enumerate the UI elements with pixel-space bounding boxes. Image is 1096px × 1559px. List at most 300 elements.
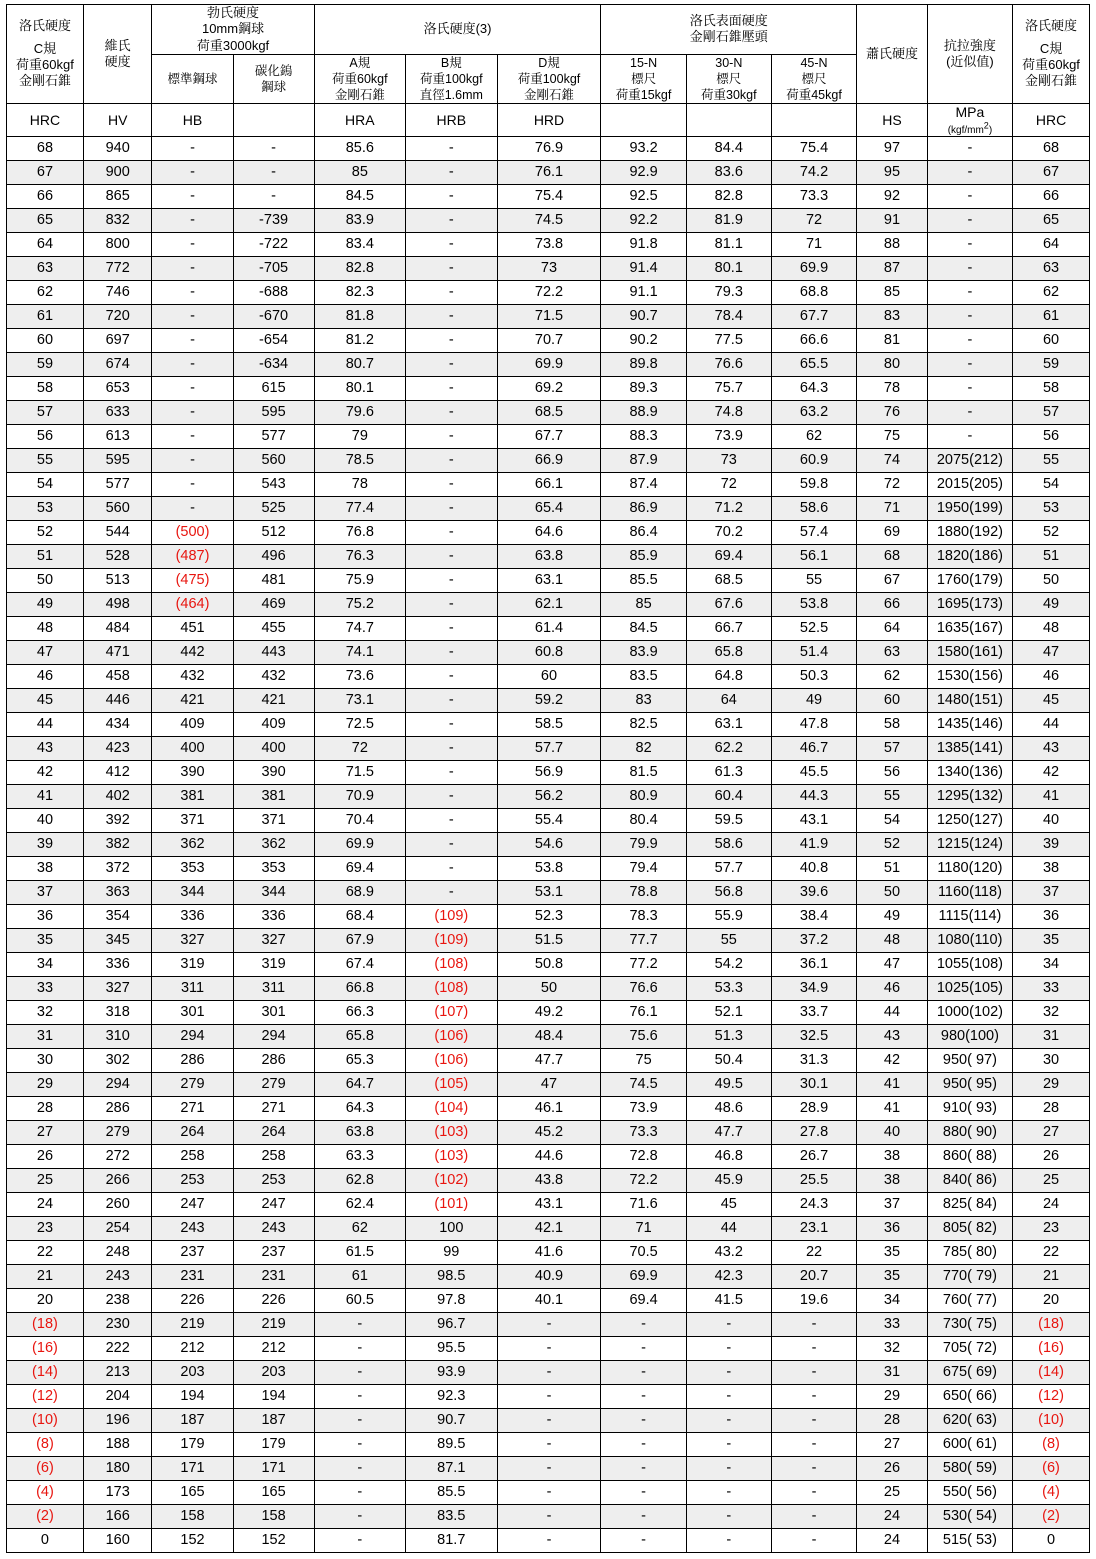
cell-r35-c11: 1025(105): [927, 976, 1012, 1000]
cell-r5-c11: -: [927, 256, 1012, 280]
cell-r24-c9: 47.8: [771, 712, 856, 736]
table-row: [7, 1072, 1090, 1096]
cell-r24-c11: 1435(146): [927, 712, 1012, 736]
cell-r43-c12: 25: [1013, 1168, 1090, 1192]
cell-r39-c11: 950( 95): [927, 1072, 1012, 1096]
cell-r51-c3: 203: [233, 1360, 314, 1384]
cell-r51-c8: -: [686, 1360, 771, 1384]
cell-r38-c5: (106): [406, 1048, 497, 1072]
cell-r20-c12: 48: [1013, 616, 1090, 640]
cell-r10-c3: 615: [233, 376, 314, 400]
cell-r21-c4: 74.1: [314, 640, 405, 664]
cell-r6-c10: 85: [857, 280, 928, 304]
cell-r15-c2: -: [152, 496, 233, 520]
cell-r47-c10: 35: [857, 1264, 928, 1288]
cell-r16-c6: 64.6: [497, 520, 601, 544]
cell-r30-c0: 38: [7, 856, 84, 880]
cell-r45-c2: 243: [152, 1216, 233, 1240]
cell-r40-c10: 41: [857, 1096, 928, 1120]
cell-r53-c6: -: [497, 1408, 601, 1432]
cell-r48-c4: 60.5: [314, 1288, 405, 1312]
cell-r20-c11: 1635(167): [927, 616, 1012, 640]
table-row: [7, 760, 1090, 784]
cell-r34-c1: 336: [83, 952, 152, 976]
cell-r58-c9: -: [771, 1528, 856, 1552]
cell-r47-c6: 40.9: [497, 1264, 601, 1288]
cell-r32-c4: 68.4: [314, 904, 405, 928]
cell-r29-c6: 54.6: [497, 832, 601, 856]
table-row: [7, 304, 1090, 328]
table-row: [7, 1048, 1090, 1072]
cell-r27-c6: 56.2: [497, 784, 601, 808]
cell-r14-c10: 72: [857, 472, 928, 496]
cell-r58-c12: 0: [1013, 1528, 1090, 1552]
table-row: [7, 1408, 1090, 1432]
cell-r58-c1: 160: [83, 1528, 152, 1552]
cell-r26-c2: 390: [152, 760, 233, 784]
cell-r35-c6: 50: [497, 976, 601, 1000]
cell-r25-c9: 46.7: [771, 736, 856, 760]
cell-r46-c8: 43.2: [686, 1240, 771, 1264]
table-row: [7, 376, 1090, 400]
cell-r31-c3: 344: [233, 880, 314, 904]
cell-r9-c5: -: [406, 352, 497, 376]
cell-r21-c6: 60.8: [497, 640, 601, 664]
cell-r23-c2: 421: [152, 688, 233, 712]
header-rockwell-c-right: 洛氏硬度 C規 荷重60kgf 金剛石錐: [1013, 5, 1090, 104]
cell-r16-c0: 52: [7, 520, 84, 544]
cell-r16-c9: 57.4: [771, 520, 856, 544]
cell-r28-c4: 70.4: [314, 808, 405, 832]
cell-r21-c5: -: [406, 640, 497, 664]
cell-r38-c12: 30: [1013, 1048, 1090, 1072]
table-row: [7, 976, 1090, 1000]
cell-r6-c5: -: [406, 280, 497, 304]
cell-r37-c3: 294: [233, 1024, 314, 1048]
cell-r48-c1: 238: [83, 1288, 152, 1312]
cell-r31-c8: 56.8: [686, 880, 771, 904]
cell-r27-c12: 41: [1013, 784, 1090, 808]
cell-r36-c7: 76.1: [601, 1000, 686, 1024]
cell-r50-c3: 212: [233, 1336, 314, 1360]
cell-r17-c10: 68: [857, 544, 928, 568]
hardness-conversion-table: [6, 4, 1090, 1553]
cell-r3-c5: -: [406, 208, 497, 232]
cell-r19-c6: 62.1: [497, 592, 601, 616]
cell-r34-c10: 47: [857, 952, 928, 976]
cell-r17-c3: 496: [233, 544, 314, 568]
cell-r54-c2: 179: [152, 1432, 233, 1456]
cell-r11-c1: 633: [83, 400, 152, 424]
cell-r42-c1: 272: [83, 1144, 152, 1168]
cell-r16-c1: 544: [83, 520, 152, 544]
cell-r41-c6: 45.2: [497, 1120, 601, 1144]
table-row: [7, 1000, 1090, 1024]
cell-r41-c9: 27.8: [771, 1120, 856, 1144]
cell-r31-c7: 78.8: [601, 880, 686, 904]
cell-r44-c11: 825( 84): [927, 1192, 1012, 1216]
table-row: [7, 256, 1090, 280]
cell-r45-c12: 23: [1013, 1216, 1090, 1240]
cell-r52-c3: 194: [233, 1384, 314, 1408]
cell-r43-c11: 840( 86): [927, 1168, 1012, 1192]
header-tensile: 抗拉強度 (近似值): [927, 5, 1012, 104]
cell-r48-c12: 20: [1013, 1288, 1090, 1312]
cell-r4-c4: 83.4: [314, 232, 405, 256]
cell-r44-c1: 260: [83, 1192, 152, 1216]
cell-r38-c9: 31.3: [771, 1048, 856, 1072]
cell-r40-c12: 28: [1013, 1096, 1090, 1120]
table-row: [7, 1528, 1090, 1552]
cell-r9-c1: 674: [83, 352, 152, 376]
cell-r38-c0: 30: [7, 1048, 84, 1072]
cell-r12-c5: -: [406, 424, 497, 448]
cell-r6-c4: 82.3: [314, 280, 405, 304]
cell-r57-c8: -: [686, 1504, 771, 1528]
header-hrb: B規 荷重100kgf 直徑1.6mm: [406, 54, 497, 103]
cell-r37-c12: 31: [1013, 1024, 1090, 1048]
cell-r18-c3: 481: [233, 568, 314, 592]
cell-r29-c9: 41.9: [771, 832, 856, 856]
cell-r42-c6: 44.6: [497, 1144, 601, 1168]
table-row: [7, 832, 1090, 856]
cell-r6-c7: 91.1: [601, 280, 686, 304]
cell-r33-c3: 327: [233, 928, 314, 952]
cell-r21-c11: 1580(161): [927, 640, 1012, 664]
cell-r53-c12: (10): [1013, 1408, 1090, 1432]
cell-r15-c11: 1950(199): [927, 496, 1012, 520]
cell-r10-c7: 89.3: [601, 376, 686, 400]
cell-r2-c3: -: [233, 184, 314, 208]
cell-r40-c1: 286: [83, 1096, 152, 1120]
cell-r52-c6: -: [497, 1384, 601, 1408]
cell-r19-c12: 49: [1013, 592, 1090, 616]
cell-r22-c1: 458: [83, 664, 152, 688]
cell-r29-c4: 69.9: [314, 832, 405, 856]
cell-r55-c4: -: [314, 1456, 405, 1480]
cell-r46-c7: 70.5: [601, 1240, 686, 1264]
cell-r17-c9: 56.1: [771, 544, 856, 568]
cell-r14-c11: 2015(205): [927, 472, 1012, 496]
cell-r23-c4: 73.1: [314, 688, 405, 712]
cell-r36-c11: 1000(102): [927, 1000, 1012, 1024]
cell-r57-c10: 24: [857, 1504, 928, 1528]
cell-r48-c11: 760( 77): [927, 1288, 1012, 1312]
cell-r18-c5: -: [406, 568, 497, 592]
cell-r2-c8: 82.8: [686, 184, 771, 208]
cell-r57-c3: 158: [233, 1504, 314, 1528]
cell-r10-c4: 80.1: [314, 376, 405, 400]
header-45n: 45-N 標尺 荷重45kgf: [771, 54, 856, 103]
cell-r40-c7: 73.9: [601, 1096, 686, 1120]
cell-r50-c9: -: [771, 1336, 856, 1360]
cell-r7-c8: 78.4: [686, 304, 771, 328]
cell-r26-c4: 71.5: [314, 760, 405, 784]
cell-r40-c9: 28.9: [771, 1096, 856, 1120]
cell-r50-c5: 95.5: [406, 1336, 497, 1360]
cell-r40-c11: 910( 93): [927, 1096, 1012, 1120]
unit-hrc-right: HRC: [1013, 103, 1090, 136]
cell-r58-c6: -: [497, 1528, 601, 1552]
cell-r4-c11: -: [927, 232, 1012, 256]
cell-r51-c2: 203: [152, 1360, 233, 1384]
cell-r54-c7: -: [601, 1432, 686, 1456]
cell-r36-c12: 32: [1013, 1000, 1090, 1024]
cell-r30-c4: 69.4: [314, 856, 405, 880]
table-row: [7, 1264, 1090, 1288]
cell-r53-c0: (10): [7, 1408, 84, 1432]
cell-r8-c9: 66.6: [771, 328, 856, 352]
cell-r28-c10: 54: [857, 808, 928, 832]
cell-r29-c8: 58.6: [686, 832, 771, 856]
cell-r3-c0: 65: [7, 208, 84, 232]
cell-r24-c12: 44: [1013, 712, 1090, 736]
unit-hb: HB: [152, 103, 233, 136]
cell-r48-c7: 69.4: [601, 1288, 686, 1312]
cell-r19-c9: 53.8: [771, 592, 856, 616]
cell-r34-c2: 319: [152, 952, 233, 976]
cell-r45-c3: 243: [233, 1216, 314, 1240]
cell-r43-c9: 25.5: [771, 1168, 856, 1192]
table-row: [7, 328, 1090, 352]
cell-r23-c5: -: [406, 688, 497, 712]
cell-r24-c10: 58: [857, 712, 928, 736]
cell-r17-c5: -: [406, 544, 497, 568]
cell-r12-c11: -: [927, 424, 1012, 448]
cell-r18-c8: 68.5: [686, 568, 771, 592]
table-row: [7, 616, 1090, 640]
cell-r19-c7: 85: [601, 592, 686, 616]
table-row: [7, 1192, 1090, 1216]
cell-r14-c4: 78: [314, 472, 405, 496]
cell-r37-c5: (106): [406, 1024, 497, 1048]
cell-r16-c3: 512: [233, 520, 314, 544]
cell-r9-c3: -634: [233, 352, 314, 376]
cell-r29-c1: 382: [83, 832, 152, 856]
cell-r43-c0: 25: [7, 1168, 84, 1192]
cell-r16-c11: 1880(192): [927, 520, 1012, 544]
cell-r9-c4: 80.7: [314, 352, 405, 376]
cell-r10-c0: 58: [7, 376, 84, 400]
cell-r49-c8: -: [686, 1312, 771, 1336]
cell-r20-c3: 455: [233, 616, 314, 640]
cell-r41-c2: 264: [152, 1120, 233, 1144]
cell-r38-c3: 286: [233, 1048, 314, 1072]
cell-r0-c7: 93.2: [601, 136, 686, 160]
unit-hs: HS: [857, 103, 928, 136]
cell-r50-c10: 32: [857, 1336, 928, 1360]
cell-r31-c6: 53.1: [497, 880, 601, 904]
cell-r47-c2: 231: [152, 1264, 233, 1288]
cell-r20-c8: 66.7: [686, 616, 771, 640]
cell-r1-c5: -: [406, 160, 497, 184]
table-row: [7, 904, 1090, 928]
table-header: [7, 5, 1090, 137]
cell-r21-c3: 443: [233, 640, 314, 664]
cell-r30-c6: 53.8: [497, 856, 601, 880]
cell-r48-c8: 41.5: [686, 1288, 771, 1312]
cell-r42-c4: 63.3: [314, 1144, 405, 1168]
cell-r55-c8: -: [686, 1456, 771, 1480]
cell-r49-c9: -: [771, 1312, 856, 1336]
cell-r5-c4: 82.8: [314, 256, 405, 280]
cell-r31-c9: 39.6: [771, 880, 856, 904]
cell-r40-c3: 271: [233, 1096, 314, 1120]
cell-r36-c2: 301: [152, 1000, 233, 1024]
cell-r2-c4: 84.5: [314, 184, 405, 208]
cell-r50-c1: 222: [83, 1336, 152, 1360]
cell-r18-c0: 50: [7, 568, 84, 592]
cell-r56-c7: -: [601, 1480, 686, 1504]
cell-r7-c10: 83: [857, 304, 928, 328]
cell-r49-c2: 219: [152, 1312, 233, 1336]
cell-r16-c5: -: [406, 520, 497, 544]
cell-r47-c8: 42.3: [686, 1264, 771, 1288]
cell-r30-c12: 38: [1013, 856, 1090, 880]
cell-r9-c9: 65.5: [771, 352, 856, 376]
cell-r32-c2: 336: [152, 904, 233, 928]
cell-r5-c2: -: [152, 256, 233, 280]
cell-r50-c2: 212: [152, 1336, 233, 1360]
cell-r53-c3: 187: [233, 1408, 314, 1432]
cell-r23-c10: 60: [857, 688, 928, 712]
cell-r26-c9: 45.5: [771, 760, 856, 784]
cell-r24-c6: 58.5: [497, 712, 601, 736]
cell-r12-c4: 79: [314, 424, 405, 448]
cell-r28-c5: -: [406, 808, 497, 832]
cell-r28-c9: 43.1: [771, 808, 856, 832]
cell-r7-c7: 90.7: [601, 304, 686, 328]
cell-r43-c5: (102): [406, 1168, 497, 1192]
cell-r4-c12: 64: [1013, 232, 1090, 256]
cell-r44-c3: 247: [233, 1192, 314, 1216]
cell-r43-c3: 253: [233, 1168, 314, 1192]
cell-r1-c4: 85: [314, 160, 405, 184]
table-row: [7, 1240, 1090, 1264]
cell-r5-c8: 80.1: [686, 256, 771, 280]
cell-r3-c12: 65: [1013, 208, 1090, 232]
cell-r17-c12: 51: [1013, 544, 1090, 568]
cell-r6-c0: 62: [7, 280, 84, 304]
cell-r38-c10: 42: [857, 1048, 928, 1072]
cell-r41-c8: 47.7: [686, 1120, 771, 1144]
cell-r9-c0: 59: [7, 352, 84, 376]
cell-r0-c0: 68: [7, 136, 84, 160]
cell-r48-c6: 40.1: [497, 1288, 601, 1312]
cell-r54-c6: -: [497, 1432, 601, 1456]
table-row: [7, 952, 1090, 976]
cell-r37-c2: 294: [152, 1024, 233, 1048]
cell-r46-c11: 785( 80): [927, 1240, 1012, 1264]
header-hra: A規 荷重60kgf 金剛石錐: [314, 54, 405, 103]
cell-r5-c0: 63: [7, 256, 84, 280]
cell-r30-c8: 57.7: [686, 856, 771, 880]
cell-r43-c8: 45.9: [686, 1168, 771, 1192]
cell-r29-c12: 39: [1013, 832, 1090, 856]
cell-r16-c7: 86.4: [601, 520, 686, 544]
cell-r18-c2: (475): [152, 568, 233, 592]
cell-r12-c8: 73.9: [686, 424, 771, 448]
cell-r0-c10: 97: [857, 136, 928, 160]
cell-r41-c0: 27: [7, 1120, 84, 1144]
cell-r11-c0: 57: [7, 400, 84, 424]
cell-r25-c7: 82: [601, 736, 686, 760]
cell-r12-c6: 67.7: [497, 424, 601, 448]
cell-r58-c5: 81.7: [406, 1528, 497, 1552]
cell-r40-c6: 46.1: [497, 1096, 601, 1120]
cell-r54-c12: (8): [1013, 1432, 1090, 1456]
cell-r30-c11: 1180(120): [927, 856, 1012, 880]
cell-r56-c4: -: [314, 1480, 405, 1504]
cell-r22-c5: -: [406, 664, 497, 688]
cell-r51-c5: 93.9: [406, 1360, 497, 1384]
cell-r40-c4: 64.3: [314, 1096, 405, 1120]
cell-r1-c3: -: [233, 160, 314, 184]
cell-r29-c2: 362: [152, 832, 233, 856]
cell-r24-c0: 44: [7, 712, 84, 736]
cell-r8-c8: 77.5: [686, 328, 771, 352]
cell-r25-c12: 43: [1013, 736, 1090, 760]
cell-r5-c7: 91.4: [601, 256, 686, 280]
table-row: [7, 880, 1090, 904]
cell-r14-c0: 54: [7, 472, 84, 496]
cell-r14-c6: 66.1: [497, 472, 601, 496]
cell-r54-c1: 188: [83, 1432, 152, 1456]
cell-r13-c9: 60.9: [771, 448, 856, 472]
cell-r43-c7: 72.2: [601, 1168, 686, 1192]
cell-r34-c3: 319: [233, 952, 314, 976]
cell-r30-c7: 79.4: [601, 856, 686, 880]
cell-r46-c9: 22: [771, 1240, 856, 1264]
cell-r31-c10: 50: [857, 880, 928, 904]
cell-r46-c3: 237: [233, 1240, 314, 1264]
cell-r36-c3: 301: [233, 1000, 314, 1024]
cell-r55-c5: 87.1: [406, 1456, 497, 1480]
cell-r9-c8: 76.6: [686, 352, 771, 376]
cell-r13-c11: 2075(212): [927, 448, 1012, 472]
cell-r58-c2: 152: [152, 1528, 233, 1552]
cell-r34-c9: 36.1: [771, 952, 856, 976]
cell-r42-c8: 46.8: [686, 1144, 771, 1168]
cell-r34-c6: 50.8: [497, 952, 601, 976]
header-rockwell-3: 洛氏硬度(3): [314, 5, 601, 55]
table-row: [7, 1312, 1090, 1336]
cell-r12-c2: -: [152, 424, 233, 448]
cell-r4-c8: 81.1: [686, 232, 771, 256]
cell-r49-c1: 230: [83, 1312, 152, 1336]
cell-r36-c4: 66.3: [314, 1000, 405, 1024]
cell-r22-c11: 1530(156): [927, 664, 1012, 688]
cell-r5-c3: -705: [233, 256, 314, 280]
cell-r47-c0: 21: [7, 1264, 84, 1288]
cell-r1-c6: 76.1: [497, 160, 601, 184]
cell-r27-c11: 1295(132): [927, 784, 1012, 808]
cell-r32-c10: 49: [857, 904, 928, 928]
table-row: [7, 1432, 1090, 1456]
cell-r50-c7: -: [601, 1336, 686, 1360]
table-row: [7, 1384, 1090, 1408]
cell-r3-c8: 81.9: [686, 208, 771, 232]
cell-r7-c6: 71.5: [497, 304, 601, 328]
cell-r54-c8: -: [686, 1432, 771, 1456]
cell-r3-c7: 92.2: [601, 208, 686, 232]
cell-r39-c10: 41: [857, 1072, 928, 1096]
cell-r39-c12: 29: [1013, 1072, 1090, 1096]
cell-r30-c10: 51: [857, 856, 928, 880]
cell-r37-c10: 43: [857, 1024, 928, 1048]
cell-r0-c11: -: [927, 136, 1012, 160]
cell-r9-c11: -: [927, 352, 1012, 376]
